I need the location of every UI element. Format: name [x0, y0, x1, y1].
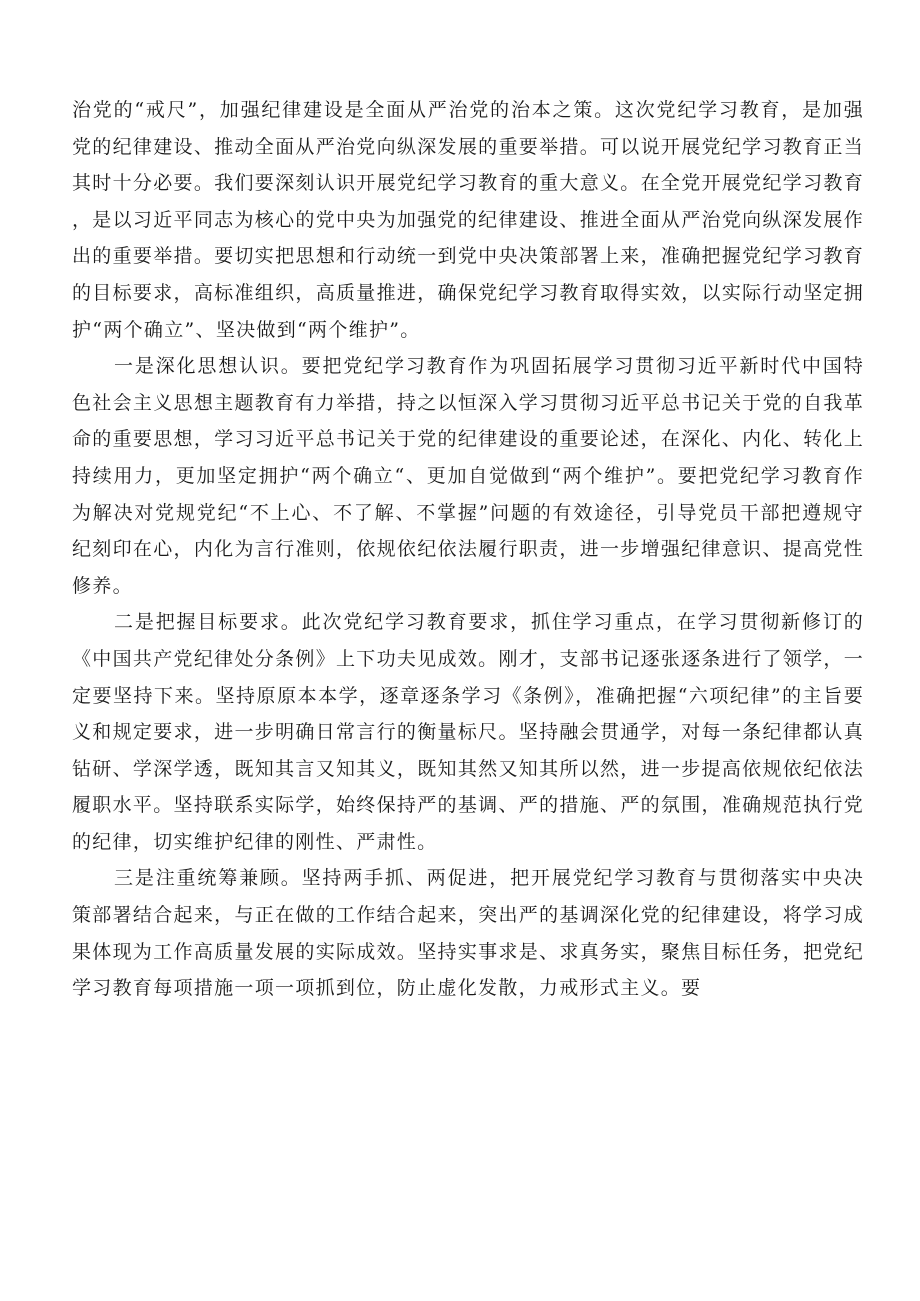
paragraph-deepen-understanding: 一是深化思想认识。要把党纪学习教育作为巩固拓展学习贯彻习近平新时代中国特色社会主义思想主题教育有力举措，持之以恒深入学习贯彻习近平总书记关于党的自我革命的重要思想，学习习近平总书记关于党的纪律建设的重要论述，在深化、内化、转化上持续用力，更加坚定拥护“两个确立“、更加自觉做到“两个维护”。要把党纪学习教育作为解决对党规党纪“不上心、不了解、不掌握”问题的有效途径，引导党员干部把遵规守纪刻印在心，内化为言行准则，依规依纪依法履行职责，进一步增强纪律意识、提高党性修养。 [72, 355, 864, 597]
document-body [72, 92, 864, 1007]
paragraph-coordination: 三是注重统筹兼顾。坚持两手抓、两促进，把开展党纪学习教育与贯彻落实中央决策部署结合起来，与正在做的工作结合起来，突出严的基调深化党的纪律建设，将学习成果体现为工作高质量发展的实际成效。坚持实事求是、求真务实，聚焦目标任务，把党纪学习教育每项措施一项一项抓到位，防止虚化发散，力戒形式主义。要 [72, 867, 864, 1000]
paragraph-grasp-goals: 二是把握目标要求。此次党纪学习教育要求，抓住学习重点，在学习贯彻新修订的《中国共产党纪律处分条例》上下功夫见成效。刚才，支部书记逐张逐条进行了领学，一定要坚持下来。坚持原原本本学，逐章逐条学习《条例》，准确把握“六项纪律”的主旨要义和规定要求，进一步明确日常言行的衡量标尺。坚持融会贯通学，对每一条纪律都认真钻研、学深学透，既知其言又知其义，既知其然又知其所以然，进一步提高依规依纪依法履职水平。坚持联系实际学，始终保持严的基调、严的措施、严的氛围，准确规范执行党的纪律，切实维护纪律的刚性、严肃性。 [72, 611, 864, 853]
paragraph-intro: 治党的“戒尺”，加强纪律建设是全面从严治党的治本之策。这次党纪学习教育，是加强党的纪律建设、推动全面从严治党向纵深发展的重要举措。可以说开展党纪学习教育正当其时十分必要。我们要深刻认识开展党纪学习教育的重大意义。在全党开展党纪学习教育，是以习近平同志为核心的党中央为加强党的纪律建设、推进全面从严治党向纵深发展作出的重要举措。要切实把思想和行动统一到党中央决策部署上来，准确把握党纪学习教育的目标要求，高标准组织，高质量推进，确保党纪学习教育取得实效，以实际行动坚定拥护“两个确立”、坚决做到“两个维护”。 [72, 99, 864, 341]
